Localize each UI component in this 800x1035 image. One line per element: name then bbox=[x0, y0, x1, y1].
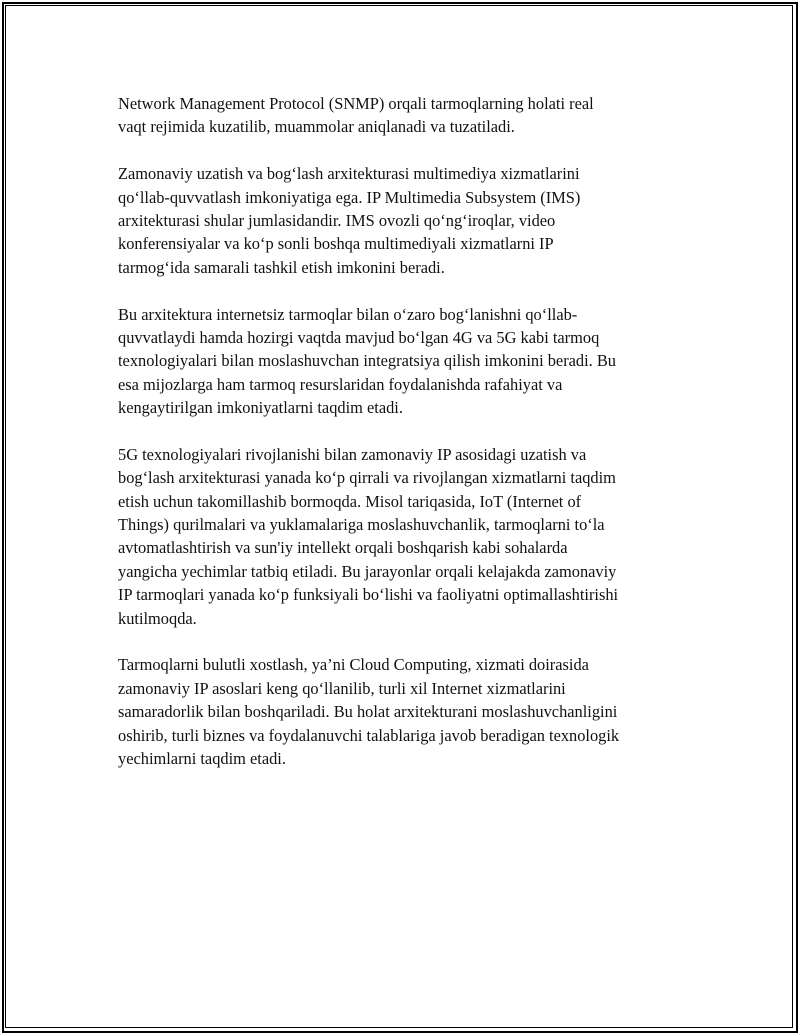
text-line: arxitekturasi shular jumlasidandir. IMS ovozli qo‘ng‘iroqlar, video bbox=[118, 210, 556, 230]
text-line: qo‘llab-quvvatlash imkoniyatiga ega. IP Multimedia Subsystem (IMS) bbox=[118, 187, 581, 207]
text-line: esa mijozlarga ham tarmoq resurslaridan foydalanishda rafahiyat va bbox=[118, 374, 563, 394]
text-line: bog‘lash arxitekturasi yanada ko‘p qirrali va rivojlangan xizmatlarni taqdim bbox=[118, 468, 616, 488]
text-line: kutilmoqda. bbox=[118, 608, 197, 628]
text-line: Things) qurilmalari va yuklamalariga moslashuvchanlik, tarmoqlarni to‘la bbox=[118, 515, 605, 535]
text-line: etish uchun takomillashib bormoqda. Misol tariqasida, IoT (Internet of bbox=[118, 491, 582, 511]
paragraph-5 bbox=[118, 653, 684, 770]
text-line: kengaytirilgan imkoniyatlarni taqdim etadi. bbox=[118, 398, 403, 418]
paragraph-3 bbox=[118, 303, 684, 420]
text-line: avtomatlashtirish va sun'iy intellekt orqali boshqarish kabi sohalarda bbox=[118, 538, 568, 558]
text-line: Bu arxitektura internetsiz tarmoqlar bilan o‘zaro bog‘lanishni qo‘llab- bbox=[118, 304, 578, 324]
paragraph-2 bbox=[118, 162, 684, 279]
text-line: samaradorlik bilan boshqariladi. Bu holat arxitekturani moslashuvchanligini bbox=[118, 702, 618, 722]
text-line: tarmog‘ida samarali tashkil etish imkonini beradi. bbox=[118, 257, 445, 277]
text-line: zamonaviy IP asoslari keng qo‘llanilib, turli xil Internet xizmatlarini bbox=[118, 678, 566, 698]
text-line: oshirib, turli biznes va foydalanuvchi talablariga javob beradigan texnologik bbox=[118, 725, 620, 745]
text-line: Zamonaviy uzatish va bog‘lash arxitekturasi multimediya xizmatlarini bbox=[118, 164, 580, 184]
text-line: IP tarmoqlari yanada ko‘p funksiyali bo‘lishi va faoliyatni optimallashtirishi bbox=[118, 585, 619, 605]
text-line: yechimlarni taqdim etadi. bbox=[118, 748, 286, 768]
text-line: texnologiyalari bilan moslashuvchan integratsiya qilish imkonini beradi. Bu bbox=[118, 351, 617, 371]
text-line: Tarmoqlarni bulutli xostlash, ya’ni Cloud Computing, xizmati doirasida bbox=[118, 655, 589, 675]
paragraph-4 bbox=[118, 443, 684, 630]
paragraph-1 bbox=[118, 92, 684, 139]
text-line: Network Management Protocol (SNMP) orqali tarmoqlarning holati real bbox=[118, 94, 594, 113]
text-line: vaqt rejimida kuzatilib, muammolar aniqlanadi va tuzatiladi. bbox=[118, 117, 515, 137]
text-line: quvvatlaydi hamda hozirgi vaqtda mavjud bo‘lgan 4G va 5G kabi tarmoq bbox=[118, 327, 600, 347]
text-line: 5G texnologiyalari rivojlanishi bilan zamonaviy IP asosidagi uzatish va bbox=[118, 444, 587, 464]
text-line: konferensiyalar va ko‘p sonli boshqa multimediyali xizmatlarni IP bbox=[118, 234, 554, 254]
document-body bbox=[118, 92, 684, 794]
text-line: yangicha yechimlar tatbiq etiladi. Bu jarayonlar orqali kelajakda zamonaviy bbox=[118, 561, 617, 581]
